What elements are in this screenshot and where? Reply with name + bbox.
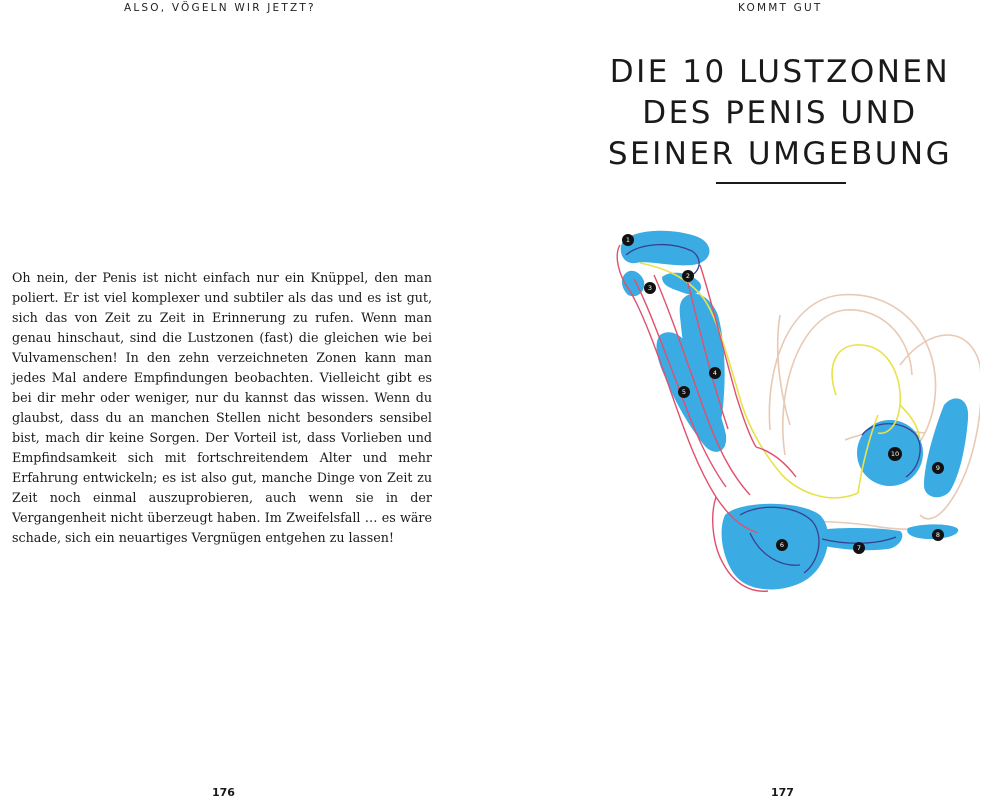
zone-2-area [662, 273, 701, 295]
zone-marker-10 [888, 447, 902, 461]
zone-1-area [621, 231, 710, 266]
zone-label: 1 [625, 236, 631, 244]
zone-label: 2 [685, 272, 691, 280]
zone-marker-1 [622, 234, 634, 246]
zone-marker-9 [932, 462, 944, 474]
chapter-title-line: DIE 10 LUSTZONEN [609, 54, 951, 90]
anatomy-illustration [600, 215, 980, 605]
running-head-left: ALSO, VÖGELN WIR JETZT? [124, 2, 316, 14]
zone-marker-6 [776, 539, 788, 551]
running-head-right: KOMMT GUT [738, 2, 823, 14]
page-number-left: 176 [212, 786, 235, 799]
title-divider [716, 182, 846, 184]
zone-6-area [722, 504, 829, 590]
zone-marker-3 [644, 282, 656, 294]
right-page [500, 0, 1000, 800]
zone-marker-5 [678, 386, 690, 398]
zone-marker-8 [932, 529, 944, 541]
chapter-title [570, 52, 990, 175]
zone-marker-7 [853, 542, 865, 554]
zone-marker-4 [709, 367, 721, 379]
zone-label: 3 [647, 284, 653, 292]
chapter-title-line: DES PENIS UND [642, 95, 918, 131]
body-paragraph: Oh nein, der Penis ist nicht einfach nur ein Knüppel, den man poliert. Er ist viel komplexer und subtiler als das und es ist gut, sich das von Zeit zu Zeit in Erinnerung zu rufen. Wenn man genau hinschaut, sind die Lustzonen (fast) die gleichen wie bei Vulvamenschen! In den zehn verzeichneten Zonen kann man jedes Mal andere Empfindungen beobachten. Vielleicht gibt es bei dir mehr oder weniger, nur du kannst das wissen. Wenn du glaubst, dass du an manchen Stellen nicht besonders sensibel bist, mach dir keine Sorgen. Der Vorteil ist, dass Vorlieben und Empfindsamkeit sich mit fortschreitendem Alter und mehr Erfahrung entwickeln; es ist also gut, manche Dinge von Zeit zu Zeit noch einmal auszuprobieren, auch wenn sie in der Vergangenheit nicht überzeugt haben. Im Zweifelsfall … es wäre schade, sich ein neuartiges Vergnügen entgehen zu lassen! [12, 270, 432, 545]
zone-label: 10 [890, 450, 900, 458]
zone-label: 6 [779, 541, 785, 549]
zone-label: 9 [935, 464, 941, 472]
erogenous-zones [621, 231, 968, 590]
zone-label: 8 [935, 531, 941, 539]
zone-label: 4 [712, 369, 718, 377]
page-number-right: 177 [771, 786, 794, 799]
zone-marker-2 [682, 270, 694, 282]
chapter-title-line: SEINER UMGEBUNG [607, 136, 953, 172]
zone-label: 7 [856, 544, 862, 552]
zone-label: 5 [681, 388, 687, 396]
